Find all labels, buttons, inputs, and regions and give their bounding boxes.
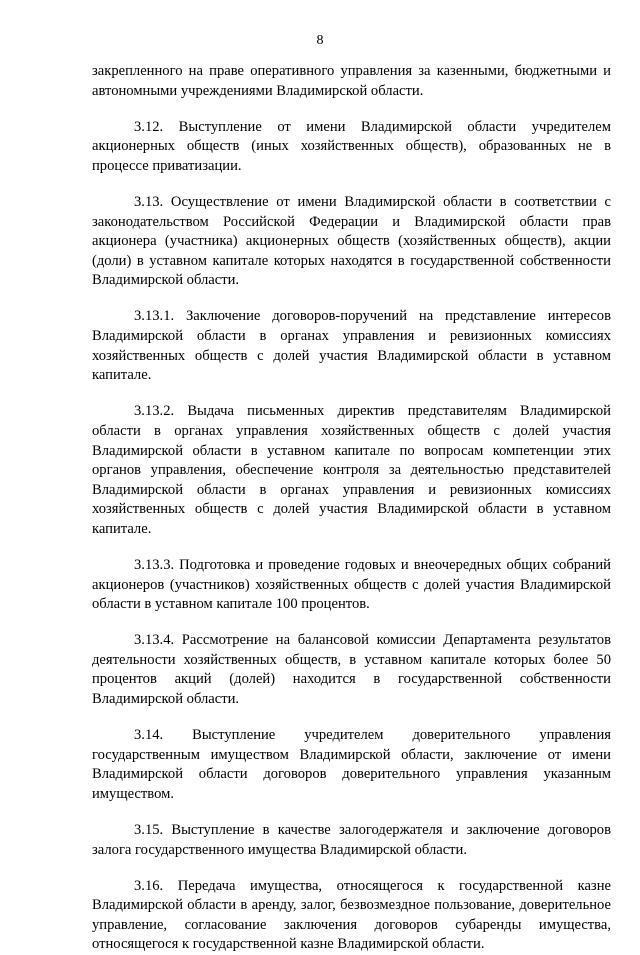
paragraph-3-13-4: 3.13.4. Рассмотрение на балансовой комиссии Департамента результатов деятельности хозяйственных обществ, в уставном капитале которых более 50 процентов акций (долей) находится в государственной собственности Владимирской области. [92,632,611,708]
paragraph-3-15: 3.15. Выступление в качестве залогодержателя и заключение договоров залога государственного имущества Владимирской области. [92,822,611,858]
paragraph-3-12: 3.12. Выступление от имени Владимирской области учредителем акционерных обществ (иных хозяйственных обществ), образованных не в процессе приватизации. [92,118,611,174]
document-body [92,62,611,955]
paragraph-3-13: 3.13. Осуществление от имени Владимирской области в соответствии с законодательством Российской Федерации и Владимирской области прав акционера (участника) акционерных обществ (хозяйственных обществ), акции (доли) в уставном капитале которых находятся в государственной собственности Владимирской области. [92,193,611,289]
paragraph-continuation: закрепленного на праве оперативного управления за казенными, бюджетными и автономными учреждениями Владимирской области. [92,63,611,99]
paragraph-3-16: 3.16. Передача имущества, относящегося к государственной казне Владимирской области в аренду, залог, безвозмездное пользование, доверительное управление, согласование заключения договоров субаренды имущества, относящегося к государственной казне Владимирской области. [92,877,611,953]
paragraph-3-14: 3.14. Выступление учредителем доверительного управления государственным имуществом Владимирской области, заключение от имени Владимирской области договоров доверительного управления указанным имуществом. [92,727,611,802]
paragraph-3-13-3: 3.13.3. Подготовка и проведение годовых и внеочередных общих собраний акционеров (участников) хозяйственных обществ с долей участия Владимирской области в уставном капитале 100 процентов. [92,556,611,613]
paragraph-3-13-1: 3.13.1. Заключение договоров-поручений на представление интересов Владимирской области в органах управления и ревизионных комиссиях хозяйственных обществ с долей участия Владимирской области в уставном капитале. [92,308,611,384]
page-number: 8 [316,33,324,48]
paragraph-3-13-2: 3.13.2. Выдача письменных директив представителям Владимирской области в органах управления хозяйственных обществ с долей участия Владимирской области в уставном капитале по вопросам компетенции этих органов управления, обеспечение контроля за деятельностью представителей Владимирской области в органах управления и ревизионных комиссиях хозяйственных обществ с долей участия Владимирской области в уставном капитале. [92,403,611,537]
